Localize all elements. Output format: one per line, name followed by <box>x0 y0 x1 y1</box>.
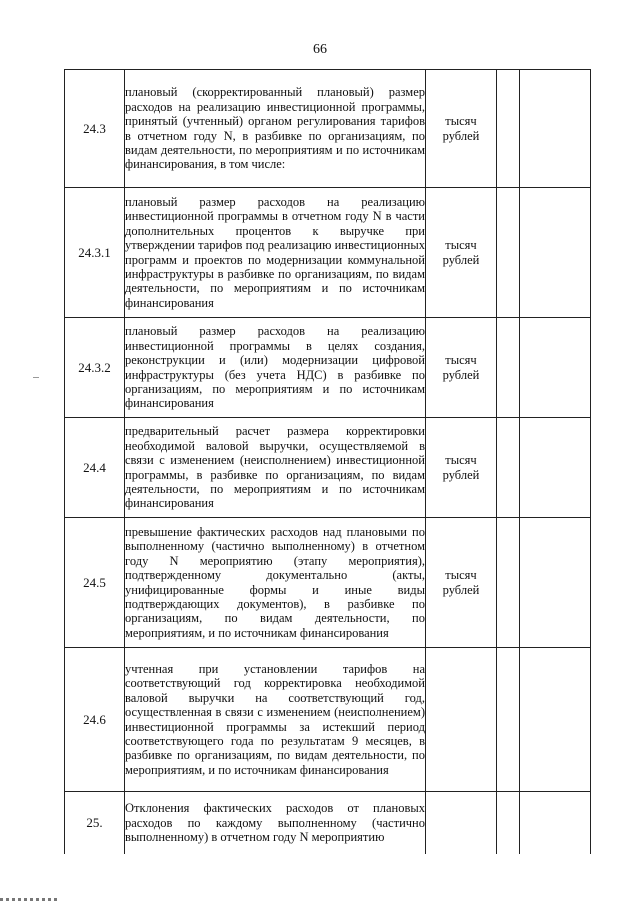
unit-line-1: тысяч <box>445 452 477 467</box>
value-cell <box>520 188 591 318</box>
value-cell <box>497 648 520 792</box>
row-unit <box>426 648 497 792</box>
row-number: 24.3 <box>65 70 125 188</box>
value-cell <box>520 792 591 854</box>
row-number: 24.3.2 <box>65 318 125 418</box>
value-cell <box>520 418 591 518</box>
unit-line-1: тысяч <box>445 113 477 128</box>
page-number: 66 <box>313 42 327 57</box>
value-cell <box>497 418 520 518</box>
table-row <box>65 518 591 648</box>
value-cell <box>497 188 520 318</box>
value-cell <box>497 318 520 418</box>
row-unit <box>426 188 497 318</box>
table-row <box>65 792 591 854</box>
row-description: учтенная при установлении тарифов на соответствующий год корректировка необходимой валовой выручки на соответствующий год, осуществленная в связи с изменением (неисполнением) инвестиционной программы за истекший период соответствующего года по результатам 9 месяцев, в разбивке по организациям, по видам деятельности, по мероприятиям, и по источникам финансирования <box>125 648 426 792</box>
unit-line-2: рублей <box>442 582 480 597</box>
row-number: 24.4 <box>65 418 125 518</box>
value-cell <box>497 792 520 854</box>
row-unit <box>426 318 497 418</box>
row-unit <box>426 70 497 188</box>
row-description: Отклонения фактических расходов от плановых расходов по каждому выполненному (частично выполненному) в отчетном году N мероприятию <box>125 792 426 854</box>
value-cell <box>520 518 591 648</box>
scan-artifact <box>0 898 60 901</box>
table-row <box>65 418 591 518</box>
row-description: плановый размер расходов на реализацию инвестиционной программы в целях создания, реконструкции и (или) модернизации цифровой инфраструктуры (без учета НДС) в разбивке по организациям, по мероприятиям и по источникам финансирования <box>125 318 426 418</box>
value-cell <box>520 318 591 418</box>
row-number: 25. <box>65 792 125 854</box>
table-row <box>65 648 591 792</box>
row-unit <box>426 792 497 854</box>
unit-line-1: тысяч <box>445 237 477 252</box>
table-row <box>65 70 591 188</box>
indicators-table <box>64 69 591 854</box>
value-cell <box>497 518 520 648</box>
value-cell <box>520 70 591 188</box>
row-number: 24.6 <box>65 648 125 792</box>
row-description: превышение фактических расходов над плановыми по выполненному (частично выполненному) в отчетном году N мероприятию (этапу мероприятия), подтвержденному документально (акты, унифицированные формы и иные виды подтверждающих документов), в разбивке по организациям, по видам деятельности, по мероприятиям, и по источникам финансирования <box>125 518 426 648</box>
table-row <box>65 188 591 318</box>
value-cell <box>520 648 591 792</box>
row-description: плановый размер расходов на реализацию инвестиционной программы в отчетном году N в части дополнительных процентов к выручке при утверждении тарифов под реализацию инвестиционных программ и проектов по модернизации коммунальной инфраструктуры в разбивке по организациям, по видам деятельности, по мероприятиям и по источникам финансирования <box>125 188 426 318</box>
unit-line-2: рублей <box>442 128 480 143</box>
unit-line-2: рублей <box>442 367 480 382</box>
row-unit <box>426 418 497 518</box>
table-row <box>65 318 591 418</box>
row-unit <box>426 518 497 648</box>
unit-line-2: рублей <box>442 252 480 267</box>
unit-line-1: тысяч <box>445 352 477 367</box>
row-description: предварительный расчет размера корректировки необходимой валовой выручки, осуществляемой в связи с изменением (неисполнением) инвестиционной программы, в разбивке по организациям, по видам деятельности, по мероприятиям и по источникам финансирования <box>125 418 426 518</box>
unit-line-2: рублей <box>442 467 480 482</box>
value-cell <box>497 70 520 188</box>
row-description: плановый (скорректированный плановый) размер расходов на реализацию инвестиционной программы, принятый (учтенный) органом регулирования тарифов в отчетном году N, в разбивке по организациям, по видам деятельности, по мероприятиям и по источникам финансирования, в том числе: <box>125 70 426 188</box>
row-number: 24.5 <box>65 518 125 648</box>
scan-artifact <box>33 377 39 378</box>
row-number: 24.3.1 <box>65 188 125 318</box>
unit-line-1: тысяч <box>445 567 477 582</box>
